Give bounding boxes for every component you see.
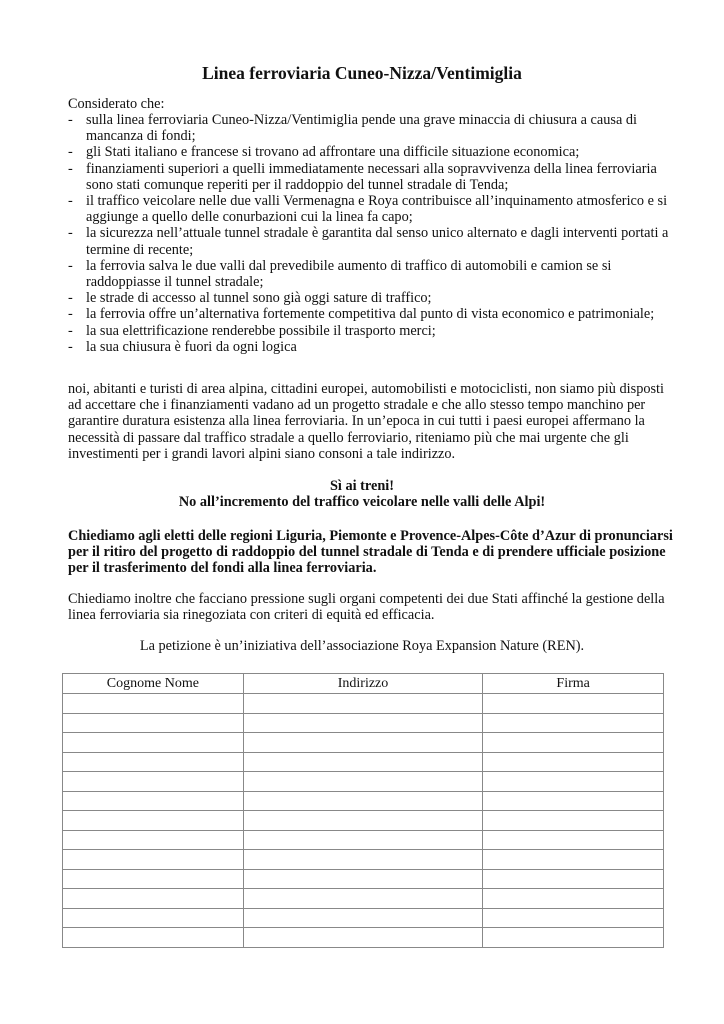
cell-cognome-nome[interactable]: [63, 850, 244, 870]
cell-cognome-nome[interactable]: [63, 752, 244, 772]
bullet-marker: -: [68, 257, 73, 274]
table-row: [63, 928, 664, 948]
table-row: [63, 869, 664, 889]
cell-firma[interactable]: [483, 694, 664, 714]
considerations-list: [68, 112, 678, 355]
cell-cognome-nome[interactable]: [63, 713, 244, 733]
statement-paragraph: noi, abitanti e turisti di area alpina, cittadini europei, automobilisti e motociclisti, non siamo più disposti ad accettare che i finanziamenti vadano ad un progetto stradale e che allo stesso tempo manchino per garantire duratura esistenza alla linea ferroviaria. In un’epoca in cui tutti i paesi europei affermano la necessità di passare dal traffico stradale a quello ferroviario, riteniamo più che mai urgente che gli investimenti per i grandi lavori alpini siano consoni a tale indirizzo.: [68, 381, 664, 462]
list-item: [68, 323, 678, 339]
cell-indirizzo[interactable]: [243, 772, 483, 792]
table-row: [63, 752, 664, 772]
page-title: Linea ferroviaria Cuneo-Nizza/Ventimiglia: [202, 63, 522, 83]
cell-cognome-nome[interactable]: [63, 694, 244, 714]
cell-indirizzo[interactable]: [243, 733, 483, 753]
cell-firma[interactable]: [483, 908, 664, 928]
slogan-yes-trains: Sì ai treni!: [329, 478, 395, 494]
cell-indirizzo[interactable]: [243, 850, 483, 870]
list-item-text: la sua elettrificazione renderebbe possibile il trasporto merci;: [86, 322, 436, 339]
bullet-marker: -: [68, 306, 73, 323]
table-row: [63, 889, 664, 909]
cell-firma[interactable]: [483, 811, 664, 831]
header-cognome-nome: Cognome Nome: [63, 674, 244, 694]
signature-table: [62, 673, 664, 948]
list-item: [68, 112, 678, 144]
header-firma: Firma: [483, 674, 664, 694]
table-row: [63, 791, 664, 811]
list-item-text: gli Stati italiano e francese si trovano ad affrontare una difficile situazione economica;: [86, 144, 580, 161]
cell-firma[interactable]: [483, 869, 664, 889]
table-header-row: [63, 674, 664, 694]
cell-firma[interactable]: [483, 713, 664, 733]
bullet-marker: -: [68, 144, 73, 161]
table-row: [63, 772, 664, 792]
cell-firma[interactable]: [483, 791, 664, 811]
list-item: [68, 339, 678, 355]
bullet-marker: -: [68, 112, 73, 128]
cell-cognome-nome[interactable]: [63, 908, 244, 928]
demand-paragraph: Chiediamo agli eletti delle regioni Liguria, Piemonte e Provence-Alpes-Côte d’Azur di pronunciarsi per il ritiro del progetto di raddoppio del tunnel stradale di Tenda e di prendere ufficiale posizione per il trasferimento del fondi alla linea ferroviaria.: [68, 528, 673, 577]
list-item: [68, 225, 678, 257]
cell-indirizzo[interactable]: [243, 830, 483, 850]
cell-firma[interactable]: [483, 928, 664, 948]
list-item: [68, 161, 678, 193]
bullet-marker: -: [68, 322, 73, 339]
cell-indirizzo[interactable]: [243, 889, 483, 909]
cell-firma[interactable]: [483, 752, 664, 772]
table-row: [63, 908, 664, 928]
table-row: [63, 830, 664, 850]
cell-indirizzo[interactable]: [243, 694, 483, 714]
list-item-text: finanziamenti superiori a quelli immediatamente necessari alla sopravvivenza della linea ferroviaria sono stati comunque reperiti per il raddoppio del tunnel stradale di Tenda;: [86, 160, 657, 193]
cell-indirizzo[interactable]: [243, 791, 483, 811]
list-item-text: la sua chiusura è fuori da ogni logica: [86, 338, 297, 355]
bullet-marker: -: [68, 290, 73, 307]
table-row: [63, 694, 664, 714]
cell-cognome-nome[interactable]: [63, 928, 244, 948]
header-indirizzo: Indirizzo: [243, 674, 483, 694]
table-row: [63, 733, 664, 753]
list-item-text: la ferrovia salva le due valli dal prevedibile aumento di traffico di automobili e camion se si raddoppiasse il tunnel stradale;: [86, 257, 612, 291]
cell-firma[interactable]: [483, 772, 664, 792]
cell-indirizzo[interactable]: [243, 908, 483, 928]
list-item: [68, 144, 678, 160]
cell-indirizzo[interactable]: [243, 752, 483, 772]
list-item: [68, 258, 678, 290]
table-row: [63, 713, 664, 733]
cell-indirizzo[interactable]: [243, 869, 483, 889]
cell-indirizzo[interactable]: [243, 811, 483, 831]
cell-cognome-nome[interactable]: [63, 772, 244, 792]
list-item-text: il traffico veicolare nelle due valli Vermenagna e Roya contribuisce all’inquinamento atmosferico e si aggiunge a quello delle conurbazioni cui la linea fa capo;: [86, 193, 668, 226]
list-item-text: la ferrovia offre un’alternativa fortemente competitiva dal punto di vista economico e patrimoniale;: [86, 306, 655, 323]
table-row: [63, 850, 664, 870]
table-row: [63, 811, 664, 831]
cell-firma[interactable]: [483, 889, 664, 909]
list-item-text: sulla linea ferroviaria Cuneo-Nizza/Ventimiglia pende una grave minaccia di chiusura a causa di mancanza di fondi;: [86, 112, 637, 145]
bullet-marker: -: [68, 338, 73, 355]
cell-firma[interactable]: [483, 850, 664, 870]
cell-cognome-nome[interactable]: [63, 830, 244, 850]
cell-cognome-nome[interactable]: [63, 791, 244, 811]
bullet-marker: -: [68, 193, 73, 210]
cell-indirizzo[interactable]: [243, 928, 483, 948]
list-item: [68, 193, 678, 225]
list-item-text: le strade di accesso al tunnel sono già oggi sature di traffico;: [86, 290, 432, 307]
cell-cognome-nome[interactable]: [63, 811, 244, 831]
list-item: [68, 306, 678, 322]
intro-text: Considerato che:: [68, 96, 165, 112]
list-item: [68, 290, 678, 306]
cell-indirizzo[interactable]: [243, 713, 483, 733]
bullet-marker: -: [68, 225, 73, 242]
pressure-paragraph: Chiediamo inoltre che facciano pressione sugli organi competenti dei due Stati affinché la gestione della linea ferroviaria sia rinegoziata con criteri di equità ed efficacia.: [68, 591, 665, 624]
cell-firma[interactable]: [483, 830, 664, 850]
slogan-no-traffic: No all’incremento del traffico veicolare nelle valli delle Alpi!: [178, 494, 546, 510]
list-item-text: la sicurezza nell’attuale tunnel stradale è garantita dal senso unico alternato e dagli interventi portati a termine di recente;: [86, 225, 669, 258]
cell-firma[interactable]: [483, 733, 664, 753]
cell-cognome-nome[interactable]: [63, 733, 244, 753]
signature-rows: [63, 694, 664, 948]
petition-credit: La petizione è un’iniziativa dell’associazione Roya Expansion Nature (REN).: [139, 638, 585, 654]
cell-cognome-nome[interactable]: [63, 889, 244, 909]
cell-cognome-nome[interactable]: [63, 869, 244, 889]
bullet-marker: -: [68, 160, 73, 177]
